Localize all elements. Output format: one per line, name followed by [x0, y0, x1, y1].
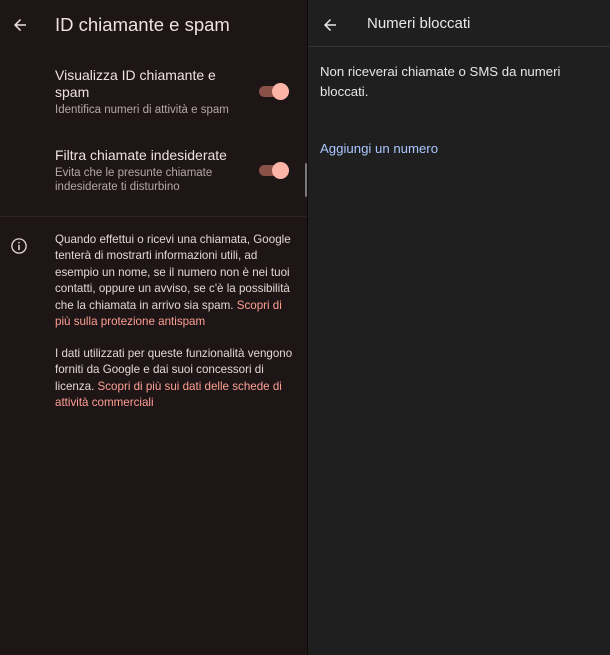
add-number-link[interactable]: Aggiungi un numero [320, 141, 439, 156]
section-divider [0, 216, 307, 217]
back-arrow-glyph [321, 16, 339, 34]
back-arrow-glyph [11, 16, 29, 34]
spam-protection-link[interactable]: Scopri di più sulla protezione antispam [55, 298, 282, 329]
filter-spam-toggle[interactable] [259, 162, 289, 178]
blocked-numbers-message: Non riceverai chiamate o SMS da numeri bloccati. [320, 64, 561, 99]
toggle-thumb [272, 162, 289, 179]
back-arrow-icon[interactable] [8, 13, 32, 37]
setting-filter-spam-title: Filtra chiamate indesiderate [55, 147, 227, 163]
blocked-numbers-title: Numeri bloccati [367, 15, 471, 32]
toggle-thumb [272, 83, 289, 100]
info-paragraph-2 [55, 346, 293, 412]
info-paragraph-1 [55, 232, 293, 330]
setting-caller-id-subtitle: Identifica numeri di attività e spam [55, 104, 229, 116]
setting-caller-id[interactable] [55, 67, 245, 117]
info-paragraph-1-text: Quando effettui o ricevi una chiamata, Google tenterà di mostrarti informazioni utili, ad esempio un nome, se il numero non è nei tuoi contatti, oppure un avviso, se c'è la possibilità che la chiamata in arrivo sia spam. [55, 233, 291, 312]
business-data-link[interactable]: Scopri di più sui dati delle schede di attività commerciali [55, 379, 282, 410]
back-arrow-icon[interactable] [318, 13, 342, 37]
page-title: ID chiamante e spam [55, 14, 230, 35]
header-divider [308, 46, 610, 47]
caller-id-toggle[interactable] [259, 83, 289, 99]
setting-caller-id-title: Visualizza ID chiamante e spam [55, 67, 216, 100]
info-paragraph-2-text: I dati utilizzati per queste funzionalità vengono forniti da Google e dai suoi concessori di licenza. [55, 347, 293, 393]
setting-filter-spam-subtitle: Evita che le presunte chiamate indesiderate ti disturbino [55, 167, 213, 193]
info-icon [10, 237, 28, 255]
setting-filter-spam[interactable] [55, 147, 245, 194]
